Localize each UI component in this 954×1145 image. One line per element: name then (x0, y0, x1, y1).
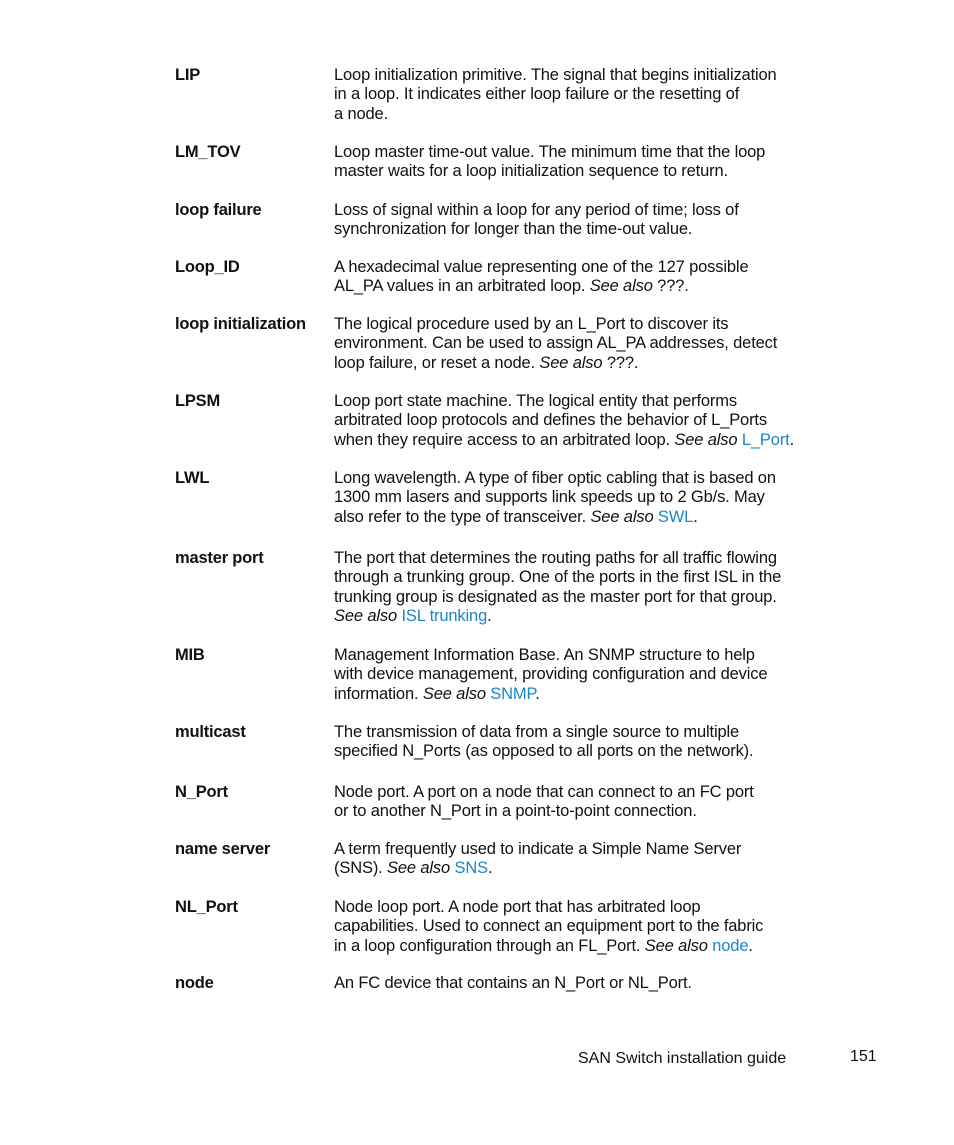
definition-line (334, 974, 824, 993)
definition-line (334, 66, 824, 85)
definition-line (334, 143, 824, 162)
glossary-term: LWL (175, 469, 210, 487)
definition-line (334, 354, 824, 373)
cross-reference-link[interactable]: L_Port (741, 430, 790, 449)
glossary-term: LPSM (175, 392, 221, 410)
definition-line (334, 859, 824, 878)
glossary-term: Loop_ID (175, 258, 240, 276)
definition-text: . (789, 430, 795, 449)
definition-text: ???. (652, 277, 689, 296)
definition-line (334, 258, 824, 277)
definition-text: 1300 mm lasers and supports link speeds up to 2 Gb/s. May (334, 488, 765, 507)
definition-line (334, 937, 824, 956)
glossary-definition (334, 66, 824, 124)
definition-line (334, 488, 824, 507)
definition-line (334, 783, 824, 802)
glossary-term: MIB (175, 646, 205, 664)
definition-line (334, 685, 824, 704)
definition-line (334, 607, 824, 626)
definition-text: Node port. A port on a node that can connect to an FC port (334, 783, 754, 801)
glossary-term: loop initialization (175, 315, 306, 333)
definition-line (334, 665, 824, 684)
definition-line (334, 431, 824, 450)
definition-text: information. (334, 684, 423, 703)
definition-line (334, 568, 824, 587)
glossary-term: N_Port (175, 783, 228, 801)
definition-line (334, 840, 824, 859)
definition-line (334, 898, 824, 917)
definition-text: . (487, 607, 492, 626)
definition-text: when they require access to an arbitrated loop. (334, 430, 675, 449)
glossary-definition (334, 315, 824, 373)
glossary-definition (334, 258, 824, 297)
glossary-definition (334, 469, 824, 527)
definition-text: A term frequently used to indicate a Simple Name Server (334, 840, 742, 858)
definition-line (334, 917, 824, 936)
definition-text: A hexadecimal value representing one of the 127 possible (334, 258, 749, 276)
cross-reference-link[interactable]: ISL trunking (401, 607, 488, 626)
glossary-term: NL_Port (175, 898, 238, 916)
glossary-definition (334, 898, 824, 956)
definition-line (334, 469, 824, 488)
see-also-label: See also (644, 936, 708, 955)
see-also-label: See also (387, 859, 451, 878)
definition-line (334, 588, 824, 607)
definition-text: AL_PA values in an arbitrated loop. (334, 277, 590, 296)
definition-text: Node loop port. A node port that has arbitrated loop (334, 898, 701, 916)
definition-line (334, 549, 824, 568)
definition-text: arbitrated loop protocols and defines the behavior of L_Ports (334, 411, 767, 430)
see-also-label: See also (334, 607, 398, 626)
glossary-definition (334, 143, 824, 182)
glossary-term: master port (175, 549, 264, 567)
definition-text: . (693, 507, 698, 526)
glossary-term: LIP (175, 66, 201, 84)
definition-line (334, 646, 824, 665)
definition-line (334, 277, 824, 296)
definition-text: synchronization for longer than the time-out value. (334, 220, 693, 239)
cross-reference-link[interactable]: SNS (454, 859, 488, 878)
definition-line (334, 162, 824, 181)
definition-text: The transmission of data from a single source to multiple (334, 723, 740, 741)
cross-reference-link[interactable]: SNMP (490, 684, 536, 703)
definition-text: Loop port state machine. The logical entity that performs (334, 392, 737, 410)
see-also-label: See also (589, 277, 653, 296)
definition-text: (SNS). (334, 859, 388, 878)
definition-text: a node. (334, 104, 389, 123)
glossary-definition (334, 840, 824, 879)
glossary-definition (334, 783, 824, 822)
glossary-definition (334, 201, 824, 240)
definition-line (334, 723, 824, 742)
definition-text: master waits for a loop initialization sequence to return. (334, 162, 728, 181)
definition-line (334, 201, 824, 220)
definition-line (334, 315, 824, 334)
definition-text: capabilities. Used to connect an equipment port to the fabric (334, 917, 764, 936)
definition-text: Management Information Base. An SNMP structure to help (334, 646, 755, 664)
definition-text: . (535, 684, 540, 703)
definition-text: trunking group is designated as the master port for that group. (334, 587, 777, 606)
definition-text: through a trunking group. One of the ports in the first ISL in the (334, 568, 782, 587)
definition-line (334, 334, 824, 353)
definition-text: also refer to the type of transceiver. (334, 507, 591, 526)
definition-text: Loop master time-out value. The minimum time that the loop (334, 143, 766, 161)
definition-text: . (487, 859, 493, 878)
glossary-term: loop failure (175, 201, 262, 219)
glossary-term: name server (175, 840, 271, 858)
definition-line (334, 411, 824, 430)
cross-reference-link[interactable]: node (712, 936, 749, 955)
glossary-definition (334, 974, 824, 993)
definition-line (334, 742, 824, 761)
footer-document-title: SAN Switch installation guide (578, 1050, 787, 1067)
definition-text: The logical procedure used by an L_Port to discover its (334, 315, 729, 333)
definition-line (334, 392, 824, 411)
definition-text: Long wavelength. A type of fiber optic cabling that is based on (334, 469, 776, 487)
glossary-term: multicast (175, 723, 246, 741)
definition-text: The port that determines the routing paths for all traffic flowing (334, 549, 777, 567)
definition-line (334, 220, 824, 239)
definition-line (334, 105, 824, 124)
see-also-label: See also (590, 507, 654, 526)
definition-line (334, 85, 824, 104)
glossary-definition (334, 723, 824, 762)
definition-text: ???. (602, 353, 639, 372)
definition-text: Loss of signal within a loop for any period of time; loss of (334, 201, 739, 219)
page-number: 151 (850, 1048, 877, 1065)
cross-reference-link[interactable]: SWL (657, 507, 694, 526)
definition-line (334, 802, 824, 821)
definition-text: An FC device that contains an N_Port or NL_Port. (334, 974, 692, 992)
glossary-definition (334, 392, 824, 450)
definition-text: loop failure, or reset a node. (334, 353, 540, 372)
definition-text: environment. Can be used to assign AL_PA addresses, detect (334, 334, 778, 353)
definition-text: with device management, providing configuration and device (334, 665, 768, 684)
definition-text: or to another N_Port in a point-to-point connection. (334, 802, 697, 821)
glossary-definition (334, 549, 824, 627)
definition-text: in a loop configuration through an FL_Port. (334, 936, 645, 955)
see-also-label: See also (539, 353, 603, 372)
glossary-definition (334, 646, 824, 704)
definition-text: specified N_Ports (as opposed to all ports on the network). (334, 742, 754, 761)
definition-text: Loop initialization primitive. The signal that begins initialization (334, 66, 777, 84)
see-also-label: See also (674, 430, 738, 449)
see-also-label: See also (422, 684, 486, 703)
glossary-term: LM_TOV (175, 143, 241, 161)
glossary-term: node (175, 974, 214, 992)
definition-text: . (748, 936, 753, 955)
definition-text: in a loop. It indicates either loop failure or the resetting of (334, 85, 740, 104)
definition-line (334, 508, 824, 527)
